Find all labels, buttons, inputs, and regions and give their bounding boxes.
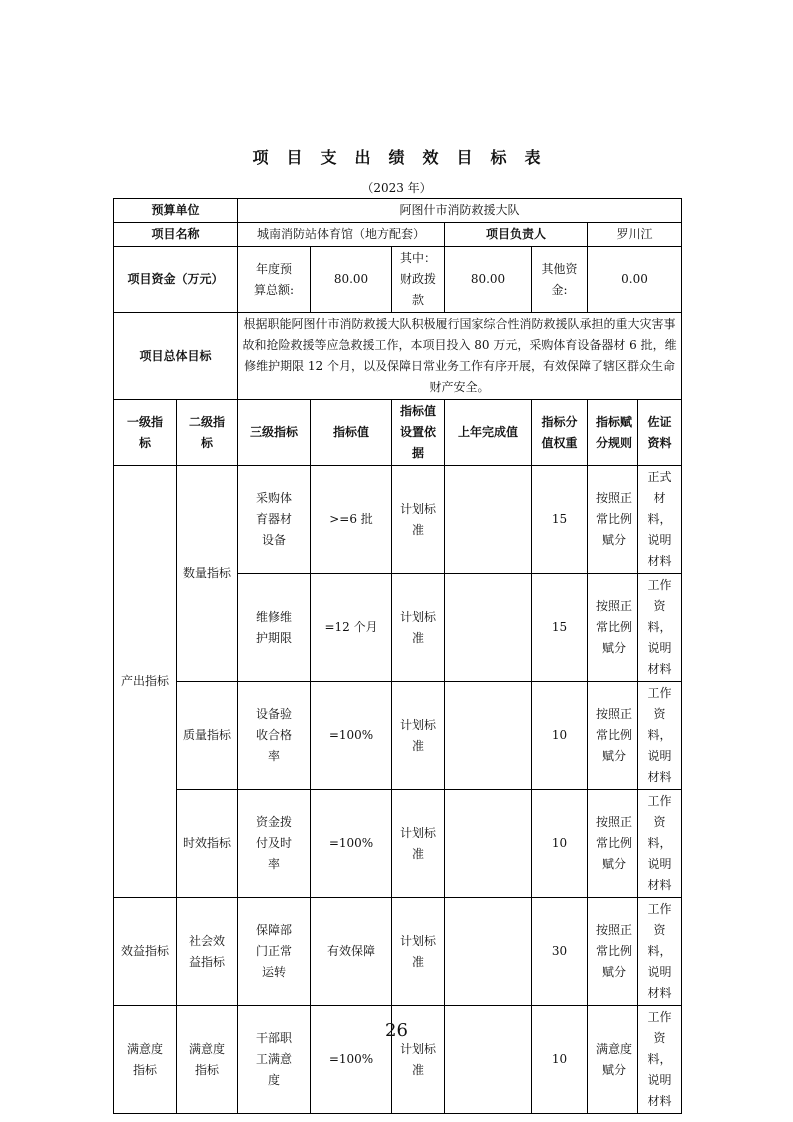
level2-satisfaction: 满意度指标 — [188, 1041, 225, 1077]
indicator-basis: 计划标准 — [400, 609, 437, 645]
indicator-evidence: 工作资料，说明材料 — [647, 686, 672, 784]
indicator-name: 设备验收合格率 — [256, 707, 293, 763]
level2-quantity: 数量指标 — [177, 466, 238, 682]
page-number: 26 — [385, 1020, 408, 1041]
indicator-basis: 计划标准 — [400, 825, 437, 861]
indicator-weight: 10 — [532, 1006, 588, 1114]
indicator-evidence: 工作资料，说明材料 — [647, 902, 672, 1000]
budget-unit-value: 阿图什市消防救援大队 — [238, 199, 682, 223]
indicator-last-year — [445, 466, 532, 574]
indicator-rule: 满意度赋分 — [596, 1041, 633, 1077]
indicator-weight: 10 — [532, 682, 588, 790]
level1-satisfaction: 满意度指标 — [126, 1041, 163, 1077]
indicator-rule: 按照正常比例赋分 — [596, 815, 633, 871]
level2-quality: 质量指标 — [177, 682, 238, 790]
goal-text: 根据职能阿图什市消防救援大队积极履行国家综合性消防救援队承担的重大灾害事故和抢险救援等应急救援工作，本项目投入 80 万元，采购体育设备器材 6 批，维修维护期限 12 个月，以及保障日常业务工作有序开展，有效保障了辖区群众生命财产安全。 — [238, 313, 682, 400]
indicator-name: 采购体育器材设备 — [256, 491, 293, 547]
indicator-rule: 按照正常比例赋分 — [596, 599, 633, 655]
col-header-level1: 一级指标 — [126, 414, 163, 450]
table-row — [114, 466, 682, 574]
manager-label: 项目负责人 — [445, 223, 588, 247]
fiscal-label: 其中：财政拨款 — [400, 251, 437, 307]
performance-table — [113, 198, 682, 1114]
indicator-value: =100% — [311, 682, 392, 790]
indicator-weight: 10 — [532, 790, 588, 898]
year-label: （2023 年） — [361, 181, 432, 195]
funds-label: 项目资金（万元） — [114, 247, 238, 313]
manager-value: 罗川江 — [588, 223, 682, 247]
indicator-rule: 按照正常比例赋分 — [596, 923, 633, 979]
other-funds-label: 其他资金: — [541, 261, 578, 297]
indicator-basis: 计划标准 — [400, 1041, 437, 1077]
indicator-name: 维修维护期限 — [256, 609, 293, 645]
col-header-level2: 二级指标 — [188, 414, 225, 450]
indicator-value: =100% — [311, 790, 392, 898]
fiscal-value: 80.00 — [445, 247, 532, 313]
indicator-name: 干部职工满意度 — [256, 1031, 293, 1087]
indicator-basis: 计划标准 — [400, 933, 437, 969]
level1-output: 产出指标 — [114, 466, 177, 898]
indicator-rule: 按照正常比例赋分 — [596, 491, 633, 547]
other-funds-value: 0.00 — [588, 247, 682, 313]
indicator-last-year — [445, 574, 532, 682]
col-header-rule: 指标赋分规则 — [596, 414, 633, 450]
annual-budget-label: 年度预算总额: — [253, 261, 295, 297]
indicator-last-year — [445, 898, 532, 1006]
indicator-weight: 30 — [532, 898, 588, 1006]
level2-timeliness: 时效指标 — [177, 790, 238, 898]
indicator-basis: 计划标准 — [400, 501, 437, 537]
goal-label: 项目总体目标 — [114, 313, 238, 400]
indicator-value: 有效保障 — [311, 898, 392, 1006]
col-header-value: 指标值 — [311, 400, 392, 466]
page-title: 项目支出绩效目标表 — [252, 148, 559, 167]
indicator-weight: 15 — [532, 574, 588, 682]
indicator-last-year — [445, 682, 532, 790]
table-row — [114, 790, 682, 898]
col-header-basis: 指标值设置依据 — [400, 404, 437, 460]
indicator-value: >=6 批 — [311, 466, 392, 574]
indicator-rule: 按照正常比例赋分 — [596, 707, 633, 763]
indicator-basis: 计划标准 — [400, 717, 437, 753]
table-row — [114, 898, 682, 1006]
col-header-level3: 三级指标 — [238, 400, 311, 466]
col-header-evidence: 佐证资料 — [647, 414, 672, 450]
table-row — [114, 682, 682, 790]
annual-budget-value: 80.00 — [311, 247, 392, 313]
indicator-evidence: 工作资料，说明材料 — [647, 1010, 672, 1108]
indicator-evidence: 工作资料，说明材料 — [647, 578, 672, 676]
indicator-value: =100% — [311, 1006, 392, 1114]
indicator-name: 资金拨付及时率 — [256, 815, 293, 871]
level1-benefit: 效益指标 — [114, 898, 177, 1006]
col-header-weight: 指标分值权重 — [541, 414, 578, 450]
indicator-weight: 15 — [532, 466, 588, 574]
budget-unit-label: 预算单位 — [114, 199, 238, 223]
level2-social: 社会效益指标 — [188, 933, 225, 969]
project-name-value: 城南消防站体育馆（地方配套） — [238, 223, 445, 247]
col-header-last-year: 上年完成值 — [445, 400, 532, 466]
indicator-evidence: 工作资料，说明材料 — [647, 794, 672, 892]
indicator-evidence: 正式材料，说明材料 — [647, 470, 672, 568]
project-name-label: 项目名称 — [114, 223, 238, 247]
indicator-last-year — [445, 790, 532, 898]
indicator-value: =12 个月 — [311, 574, 392, 682]
indicator-name: 保障部门正常运转 — [256, 923, 293, 979]
